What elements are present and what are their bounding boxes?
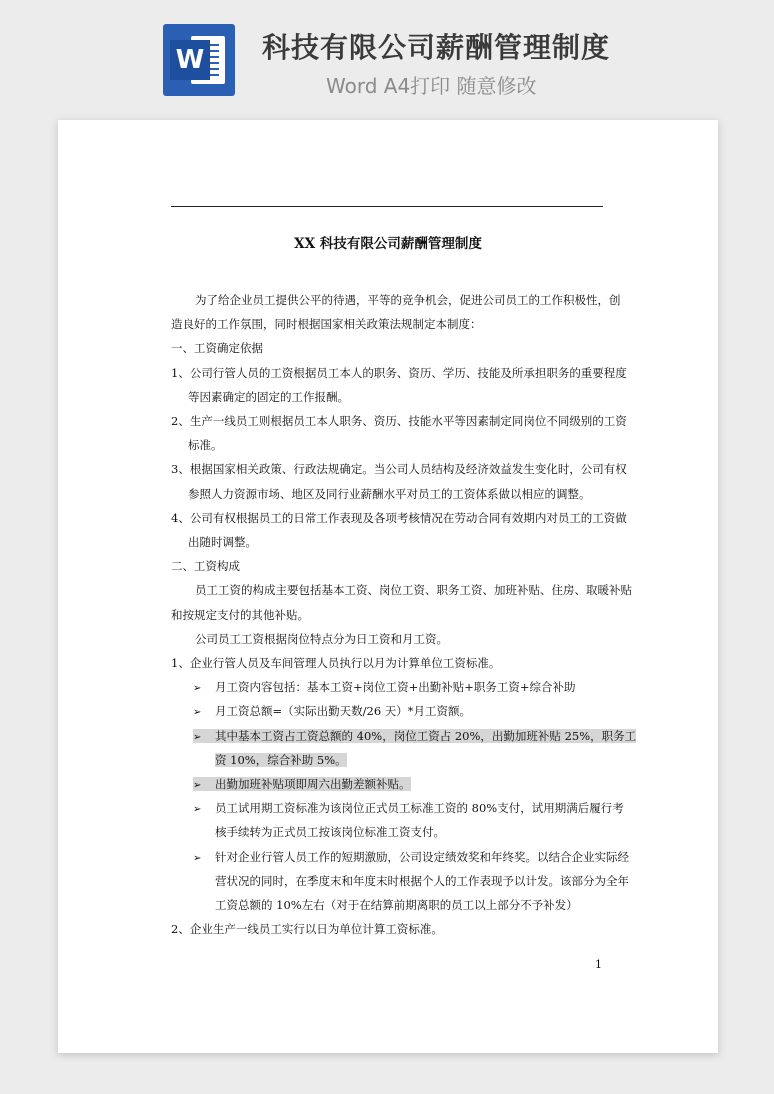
document-line [215,820,603,844]
bullet-arrow-icon: ➢ [193,731,202,743]
line-text: 出随时调整。 [188,535,257,549]
banner-header [0,0,774,110]
document-line [193,724,637,748]
document-line [171,288,621,312]
document-line [171,917,603,941]
document-line [171,627,603,651]
word-letter-icon: W [170,40,210,80]
line-text: 工资总额的 10%左右（对于在结算前期离职的员工以上部分不予补发） [215,898,578,912]
document-line [171,457,627,481]
line-text: 3、根据国家相关政策、行政法规确定。当公司人员结构及经济效益发生变化时，公司有权 [171,462,627,477]
line-text: 1、公司行管人员的工资根据员工本人的职务、资历、学历、技能及所承担职务的重要程度 [171,365,627,380]
line-text: ➢ 出勤加班补贴项即周六出勤差额补贴。 [193,777,411,791]
document-line [188,385,603,409]
line-text: ➢ 针对企业行管人员工作的短期激励，公司设定绩效奖和年终奖。以结合企业实际经 [193,850,629,864]
document-line [171,409,627,433]
document-line [188,530,603,554]
line-text: ➢ 其中基本工资占工资总额的 40%，岗位工资占 20%，出勤加班补贴 25%，职务工 [193,729,636,743]
line-text: 参照人力资源市场、地区及同行业薪酬水平对员工的工资体系做以相应的调整。 [188,486,591,501]
bullet-arrow-icon: ➢ [193,852,202,864]
line-text: 和按规定支付的其他补贴。 [171,607,309,622]
document-line [171,336,603,360]
line-text: 二、工资构成 [171,559,240,574]
banner-title: 科技有限公司薪酬管理制度 [262,31,611,64]
document-line [171,554,603,578]
document-page [58,120,718,1053]
banner-subtitle: Word A4打印 随意修改 [326,74,537,98]
line-text: 员工工资的构成主要包括基本工资、岗位工资、职务工资、加班补贴、住房、取暖补贴 [195,583,632,598]
document-line [215,748,603,772]
document-line [171,361,627,385]
bullet-arrow-icon: ➢ [193,683,202,695]
bullet-arrow-icon: ➢ [193,780,202,791]
line-text: 资 10%，综合补助 5%。 [215,752,347,767]
document-line [193,772,603,796]
line-text: 营状况的同时，在季度末和年度末时根据个人的工作表现予以计发。该部分为全年 [215,873,629,888]
document-line [171,603,603,627]
header-rule [171,206,603,207]
document-line [193,699,603,723]
document-line [215,869,629,893]
bullet-arrow-icon: ➢ [193,804,202,816]
line-text: 标准。 [188,438,223,453]
line-text: ➢ 月工资总额=（实际出勤天数/26 天）*月工资额。 [193,704,471,718]
document-line [171,651,603,675]
line-text: 造良好的工作氛围，同时根据国家相关政策法规制定本制度： [171,317,482,332]
bullet-arrow-icon: ➢ [193,707,202,719]
document-line [188,433,603,457]
line-text: 为了给企业员工提供公平的待遇，平等的竞争机会，促进公司员工的工作积极性，创 [195,293,621,307]
line-text: 核手续转为正式员工按该岗位标准工资支付。 [215,825,445,840]
line-text: 4、公司有权根据员工的日常工作表现及各项考核情况在劳动合同有效期内对员工的工资做 [171,510,627,525]
document-line [188,482,603,506]
line-text: 一、工资确定依据 [171,341,263,356]
document-line [171,506,627,530]
page-number: 1 [595,958,602,971]
document-line [193,845,629,869]
document-line [193,796,624,820]
line-text: 2、生产一线员工则根据员工本人职务、资历、技能水平等因素制定同岗位不同级别的工资 [171,414,627,428]
document-title: XX 科技有限公司薪酬管理制度 [294,236,482,252]
line-text: 1、企业行管人员及车间管理人员执行以月为计算单位工资标准。 [171,656,501,670]
line-text: 公司员工工资根据岗位特点分为日工资和月工资。 [195,631,448,646]
line-text: ➢ 员工试用期工资标准为该岗位正式员工标准工资的 80%支付，试用期满后履行考 [193,801,624,815]
word-app-icon [163,24,235,96]
line-text: 等因素确定的固定的工作报酬。 [188,389,349,404]
line-text: 2、企业生产一线员工实行以日为单位计算工资标准。 [171,922,443,937]
document-line [215,893,603,917]
document-line [171,578,632,602]
document-line [171,312,603,336]
document-line [193,675,603,699]
line-text: ➢ 月工资内容包括：基本工资+岗位工资+出勤补贴+职务工资+综合补助 [193,680,576,694]
